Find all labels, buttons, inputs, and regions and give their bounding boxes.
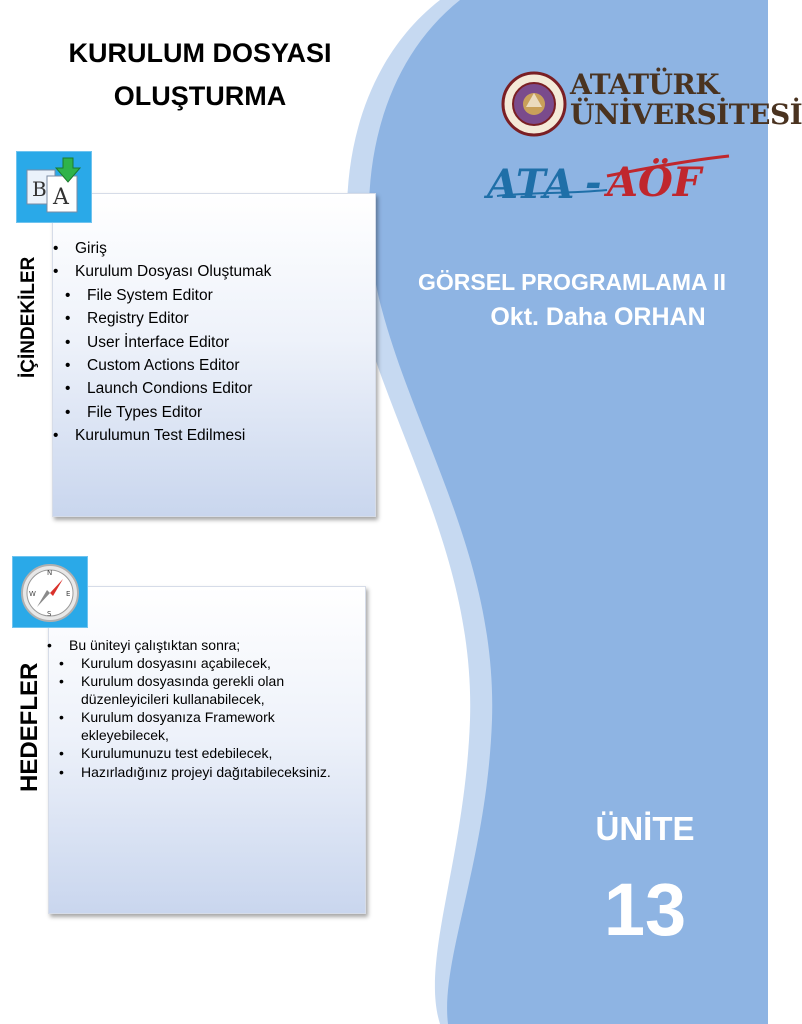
svg-text:S: S xyxy=(47,610,52,618)
svg-text:ATA: ATA xyxy=(487,161,575,208)
compass-icon xyxy=(12,556,88,628)
unit-number: 13 xyxy=(603,868,687,951)
svg-text:B: B xyxy=(32,177,47,201)
contents-subitem: • File System Editor xyxy=(75,284,271,307)
document-transfer-icon xyxy=(16,151,92,223)
contents-item: • Kurulumun Test Edilmesi xyxy=(63,424,271,447)
goals-list xyxy=(57,637,357,782)
svg-text:N: N xyxy=(47,569,53,577)
contents-subitem: • Custom Actions Editor xyxy=(75,354,271,377)
goals-item: • Kurulumunuzu test edebilecek, xyxy=(69,745,357,763)
contents-box xyxy=(52,193,376,517)
goals-label: HEDEFLER xyxy=(16,662,43,792)
contents-subitem: • Registry Editor xyxy=(75,307,271,330)
goals-item: • Kurulum dosyanıza Framework ekleyebilecek, xyxy=(69,709,357,744)
course-name: GÖRSEL PROGRAMLAMA II xyxy=(418,269,726,295)
goals-box xyxy=(48,586,366,914)
contents-label: İÇİNDEKİLER xyxy=(18,256,39,378)
document-title xyxy=(40,32,360,118)
contents-subitem: • File Types Editor xyxy=(75,401,271,424)
goals-item: • Hazırladığınız projeyi dağıtabileceksiniz. xyxy=(69,764,357,782)
contents-list xyxy=(63,237,271,448)
contents-subitem: • Launch Condions Editor xyxy=(75,377,271,400)
university-seal xyxy=(500,71,568,137)
instructor-name: Okt. Daha ORHAN xyxy=(490,303,706,331)
svg-text:W: W xyxy=(29,590,36,598)
svg-text:AÖF: AÖF xyxy=(607,159,702,206)
svg-text:-: - xyxy=(585,159,602,206)
title-line-2: OLUŞTURMA xyxy=(113,81,287,111)
svg-text:A: A xyxy=(53,185,69,210)
unit-label: ÜNİTE xyxy=(595,810,695,847)
svg-text:E: E xyxy=(66,590,71,598)
contents-item: • Giriş xyxy=(63,237,271,260)
university-name-line-1: ATATÜRK xyxy=(570,68,720,101)
contents-subitem: • User İnterface Editor xyxy=(75,331,271,354)
ata-aof-logo xyxy=(487,152,737,210)
university-name xyxy=(570,70,802,130)
title-line-1: KURULUM DOSYASI xyxy=(68,38,332,68)
goals-intro: • Bu üniteyi çalıştıktan sonra; xyxy=(57,637,357,655)
goals-item: • Kurulum dosyasında gerekli olan düzenleyicileri kullanabilecek, xyxy=(69,673,357,708)
goals-item: • Kurulum dosyasını açabilecek, xyxy=(69,655,357,673)
university-name-line-2: ÜNİVERSİTESİ xyxy=(570,98,802,131)
contents-item: • Kurulum Dosyası Oluştumak xyxy=(63,260,271,283)
